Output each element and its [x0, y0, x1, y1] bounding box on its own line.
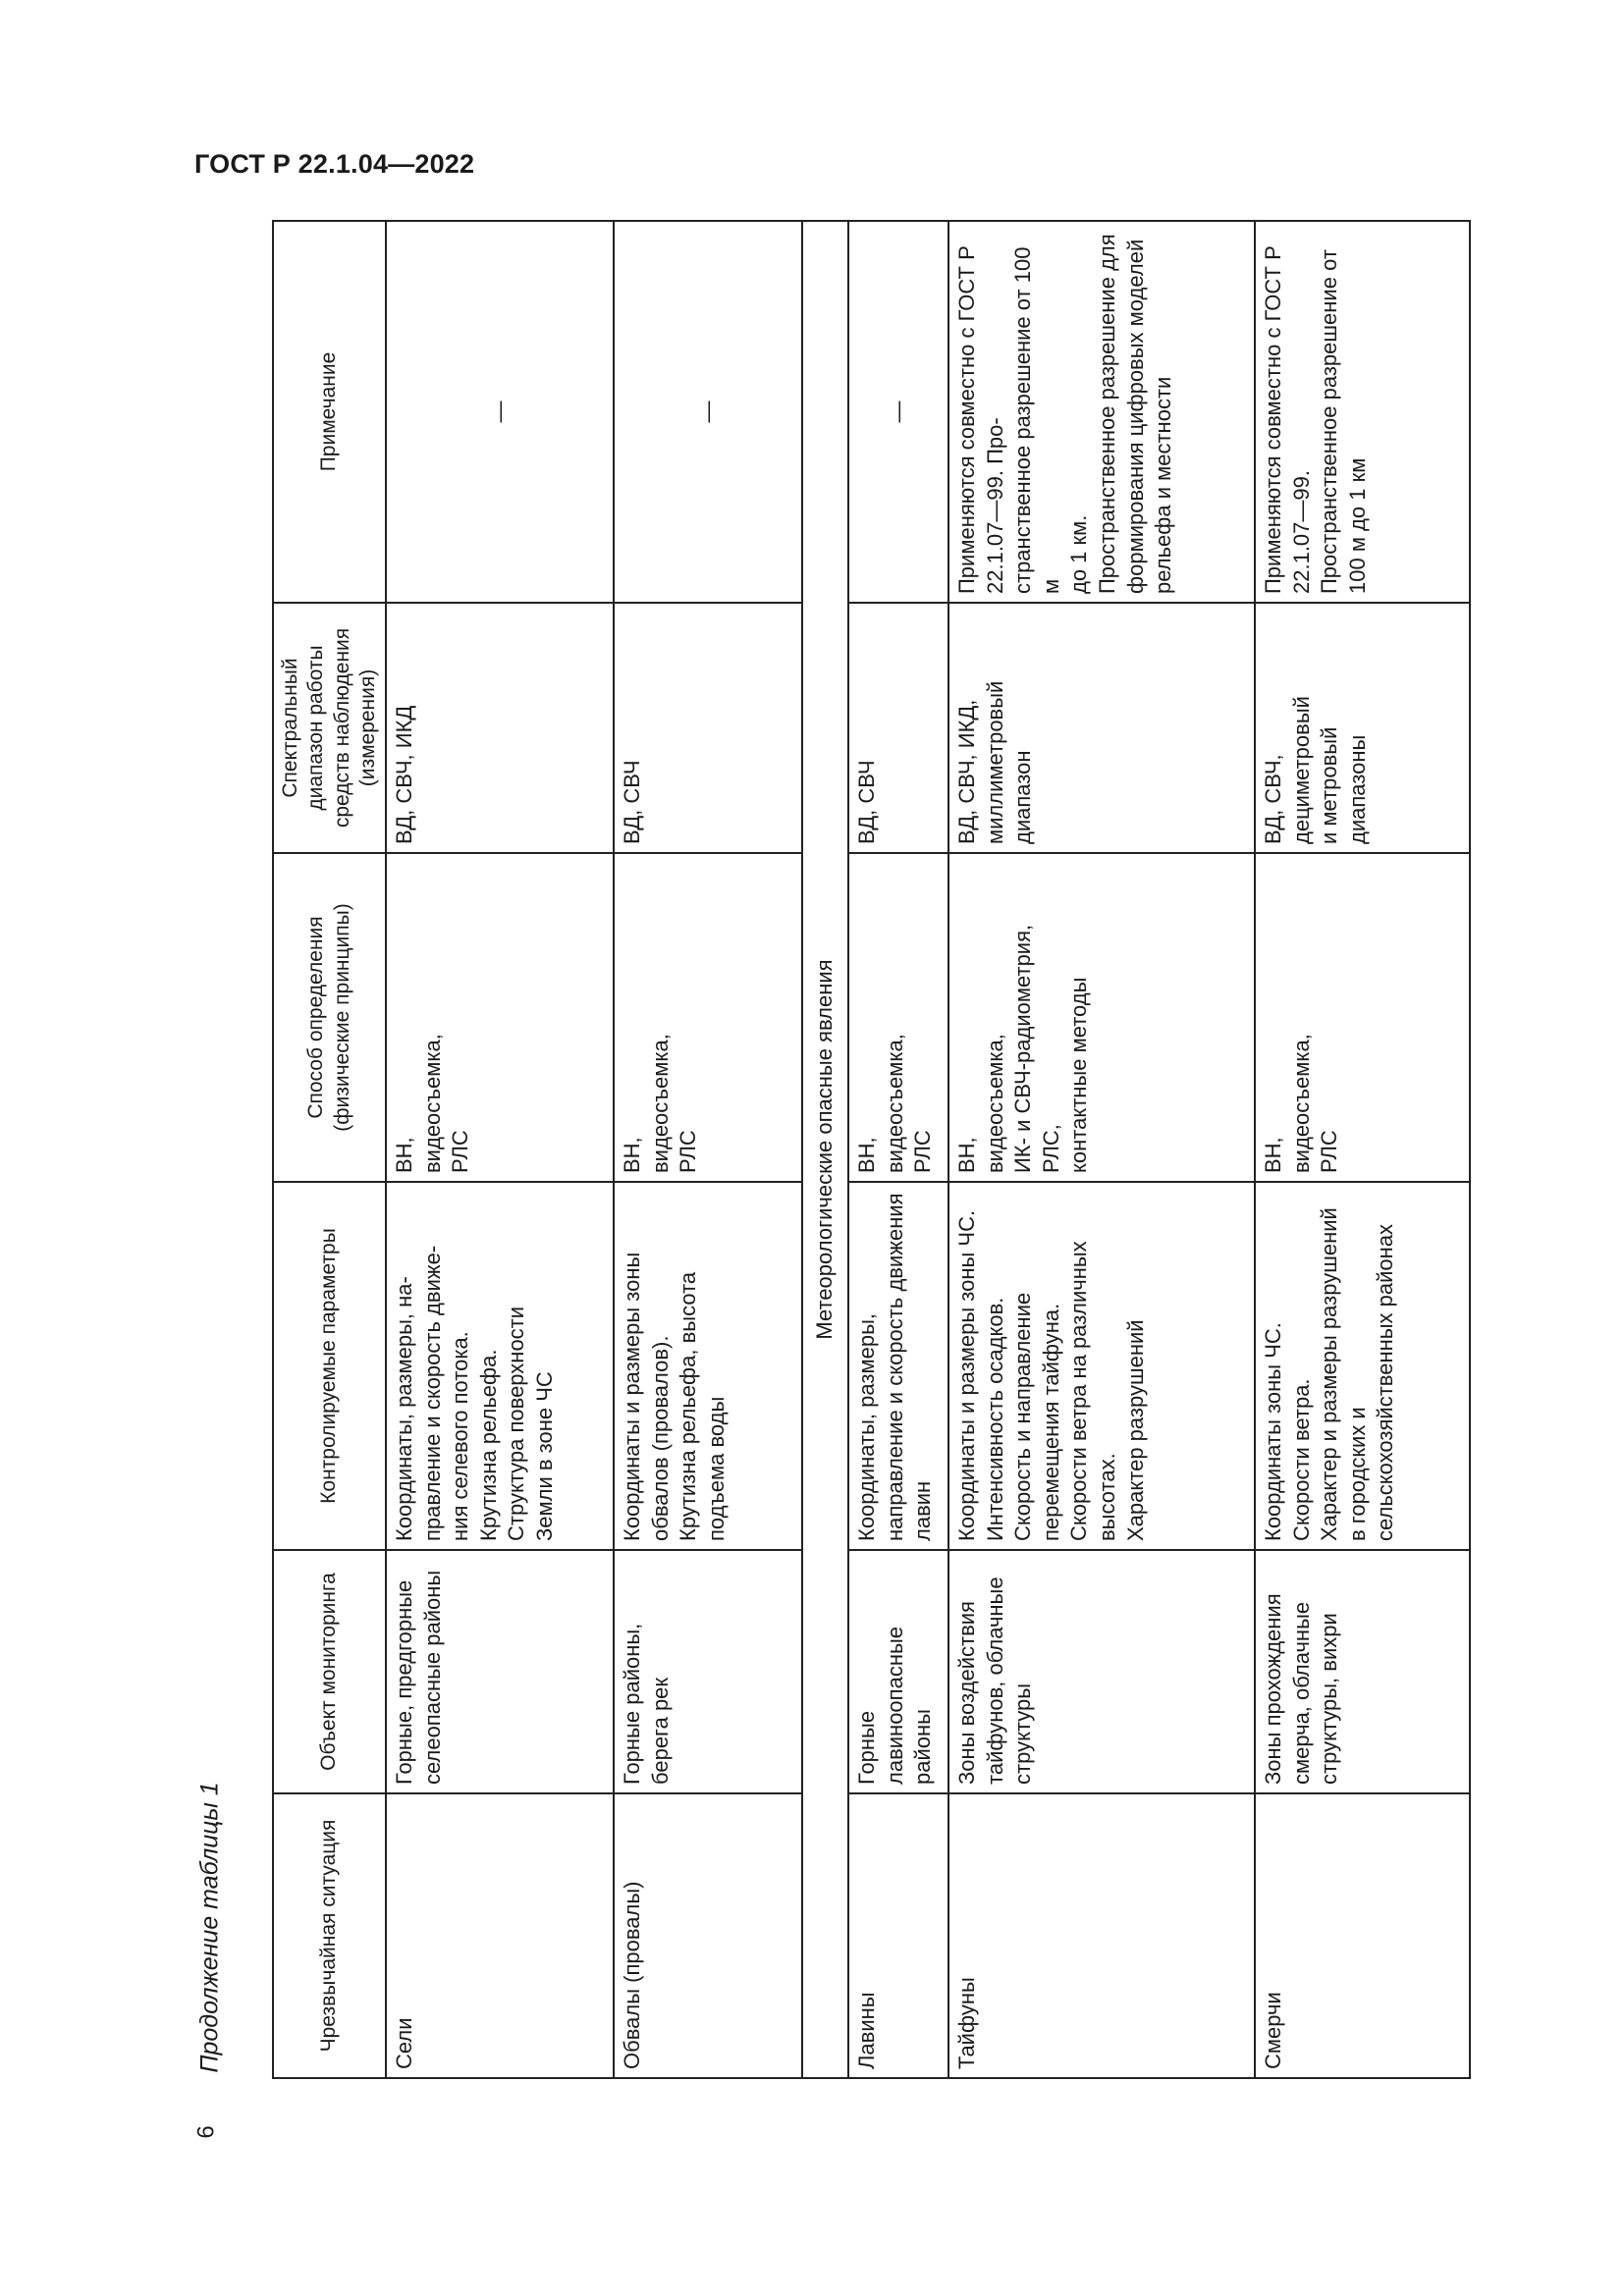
column-header-method: Способ определения (физические принципы) [273, 853, 386, 1182]
cell-situation: Смерчи [1255, 1793, 1470, 2078]
cell-object: Горные, предгорные селеопасные районы [386, 1550, 614, 1793]
cell-object: Горные лавиноопасные районы [848, 1550, 948, 1793]
cell-method: ВН, видеосъемка, РЛС [848, 853, 948, 1182]
cell-spectrum: ВД, СВЧ [848, 603, 948, 853]
cell-parameters: Координаты зоны ЧС. Скорости ветра. Характер и размеры разрушений в городских и сельскохозяйственных районах [1255, 1182, 1470, 1550]
cell-method: ВН, видеосъемка, РЛС [386, 853, 614, 1182]
cell-spectrum: ВД, СВЧ [614, 603, 802, 853]
cell-parameters: Координаты, размеры, на- правление и скорость движе- ния селевого потока. Крутизна рельефа. Структура поверхности Земли в зоне ЧС [386, 1182, 614, 1550]
cell-note: — [386, 221, 614, 603]
table-row [848, 221, 948, 2078]
column-header-object: Объект мониторинга [273, 1550, 386, 1793]
cell-situation: Лавины [848, 1793, 948, 2078]
cell-object: Горные районы, берега рек [614, 1550, 802, 1793]
cell-method: ВН, видеосъемка, РЛС [614, 853, 802, 1182]
cell-spectrum: ВД, СВЧ, ИКД, миллиметровый диапазон [948, 603, 1255, 853]
table-row [386, 221, 614, 2078]
table-row [614, 221, 802, 2078]
cell-note: Применяются совместно с ГОСТ Р 22.1.07—99. Пространственное разрешение от 100 м до 1 км [1255, 221, 1470, 603]
cell-method: ВН, видеосъемка, РЛС [1255, 853, 1470, 1182]
section-title-meteorological: Метеорологические опасные явления [802, 221, 848, 2078]
emergency-monitoring-table [272, 220, 1471, 2079]
cell-parameters: Координаты и размеры зоны ЧС. Интенсивность осадков. Скорость и направление перемещения тайфуна. Скорости ветра на различных высотах. Характер разрушений [948, 1182, 1255, 1550]
cell-object: Зоны прохождения смерча, облачные структуры, вихри [1255, 1550, 1470, 1793]
table-row [948, 221, 1255, 2078]
document-header: ГОСТ Р 22.1.04—2022 [194, 149, 475, 179]
cell-situation: Тайфуны [948, 1793, 1255, 2078]
cell-parameters: Координаты и размеры зоны обвалов (провалов). Крутизна рельефа, высота подъема воды [614, 1182, 802, 1550]
column-header-note: Примечание [273, 221, 386, 603]
table-caption [194, 1765, 226, 2089]
cell-object: Зоны воздействия тайфунов, облачные структуры [948, 1550, 1255, 1793]
table-caption-text: Продолжение таблицы 1 [195, 1781, 224, 2073]
cell-note: — [848, 221, 948, 603]
section-row [802, 221, 848, 2078]
column-header-parameters: Контролируемые параметры [273, 1182, 386, 1550]
page-number-text: 6 [192, 2125, 220, 2139]
cell-spectrum: ВД, СВЧ, дециметровый и метровый диапазоны [1255, 603, 1470, 853]
cell-note: — [614, 221, 802, 603]
page-number [192, 2112, 222, 2152]
cell-method: ВН, видеосъемка, ИК- и СВЧ-радиометрия, РЛС, контактные методы [948, 853, 1255, 1182]
rotated-table-container [272, 222, 1456, 2079]
cell-situation: Сели [386, 1793, 614, 2078]
cell-parameters: Координаты, размеры, направление и скорость движения лавин [848, 1182, 948, 1550]
table-row [1255, 221, 1470, 2078]
column-header-situation: Чрезвычайная ситуация [273, 1793, 386, 2078]
table-header-row [273, 221, 386, 2078]
cell-note: Применяются совместно с ГОСТ Р 22.1.07—99. Про- странственное разрешение от 100 м до 1 км. Пространственное разрешение для формирования цифровых моделей рельефа и местности [948, 221, 1255, 603]
column-header-spectrum: Спектральный диапазон работы средств наблюдения (измерения) [273, 603, 386, 853]
cell-spectrum: ВД, СВЧ, ИКД [386, 603, 614, 853]
cell-situation: Обвалы (провалы) [614, 1793, 802, 2078]
